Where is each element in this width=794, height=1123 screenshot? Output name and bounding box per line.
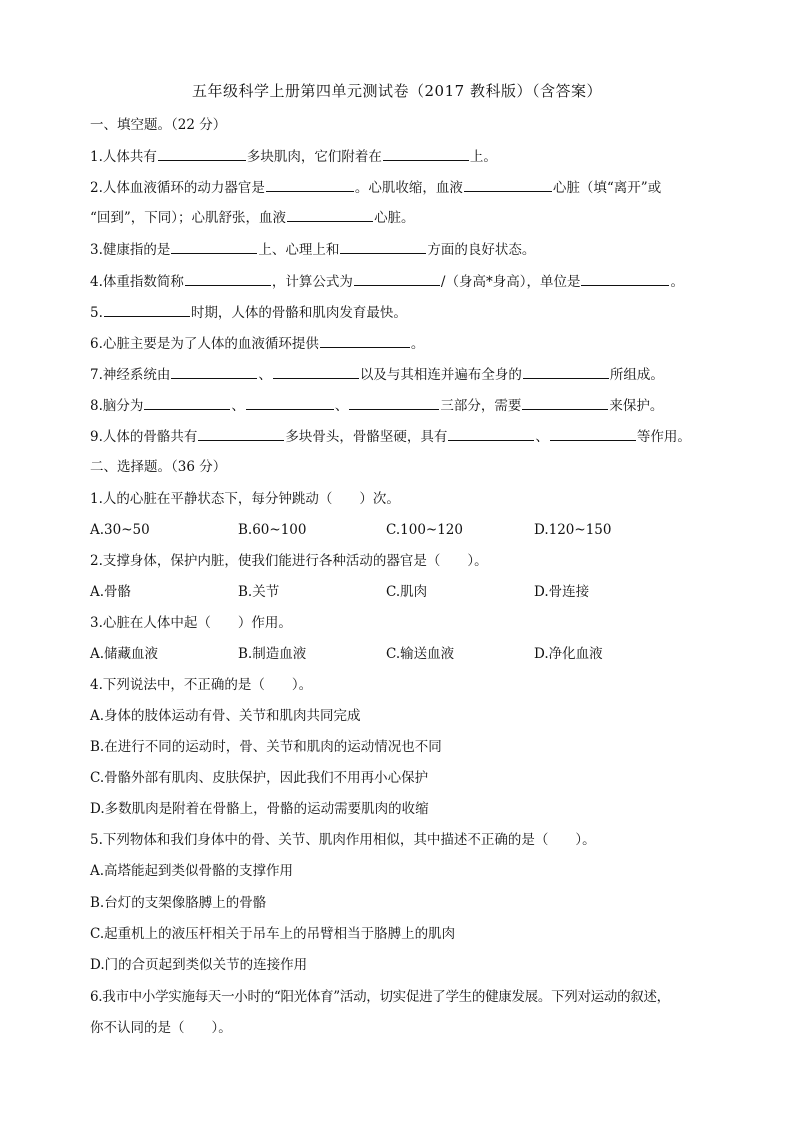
fill-question-2 [90,177,710,198]
q2-text-d: “回到”，下同）；心肌舒张，血液 [90,210,287,226]
q6-text-a: 6.心脏主要是为了人体的血液循环提供 [90,336,319,352]
option-d[interactable]: D.净化血液 [534,646,603,662]
choice-question-6-stem: 6.我市中小学实施每天一小时的“阳光体育”活动，切实促进了学生的健康发展。下列对运动的叙述， [90,989,670,1005]
choice-question-2-options [90,582,710,602]
q9-text-a: 9.人体的骨骼共有 [90,429,198,445]
option-c[interactable]: C.100~120 [386,522,463,538]
option-b[interactable]: B.60~100 [238,522,307,538]
q1-text-b: 多块肌肉，它们附着在 [246,149,382,165]
answer-blank[interactable] [349,395,439,410]
answer-blank[interactable] [464,177,552,192]
q4-text-b: ，计算公式为 [271,274,353,290]
option-b[interactable]: B.台灯的支架像胳膊上的骨骼 [90,895,267,911]
answer-blank[interactable] [273,364,359,379]
q4-text-c: /（身高*身高），单位是 [440,274,581,290]
option-b[interactable]: B.关节 [238,584,280,600]
answer-blank[interactable] [287,207,373,222]
q1-text-a: 1.人体共有 [90,149,157,165]
answer-blank[interactable] [522,395,608,410]
choice-question-3-options [90,644,710,664]
choice-question-5-stem: 5.下列物体和我们身体中的骨、关节、肌肉作用相似，其中描述不正确的是（ ）。 [90,832,596,848]
fill-question-4 [90,271,710,292]
choice-question-2-stem: 2.支撑身体，保护内脏，使我们能进行各种活动的器官是（ ）。 [90,553,488,569]
q7-text-d: 所组成。 [609,367,664,383]
option-a[interactable]: A.高塔能起到类似骨骼的支撑作用 [90,863,294,879]
option-b[interactable]: B.制造血液 [238,646,307,662]
fill-question-2-cont [90,207,710,228]
answer-blank[interactable] [185,271,271,286]
q4-text-d: 。 [670,274,684,290]
q6-text-b: 。 [410,336,425,352]
q8-text-d: 三部分，需要 [440,398,522,414]
answer-blank[interactable] [550,426,636,441]
choice-question-6-stem-cont: 你不认同的是（ ）。 [90,1020,232,1036]
q9-text-d: 等作用。 [636,429,691,445]
q2-text-a: 2.人体血液循环的动力器官是 [90,180,265,196]
option-a[interactable]: A.骨骼 [90,584,132,600]
choice-question-4-stem: 4.下列说法中，不正确的是（ ）。 [90,677,313,693]
option-c[interactable]: C.输送血液 [386,646,455,662]
option-a[interactable]: A.身体的肢体运动有骨、关节和肌肉共同完成 [90,708,361,724]
choice-question-1-options [90,520,710,540]
option-b[interactable]: B.在进行不同的运动时，骨、关节和肌肉的运动情况也不同 [90,739,442,755]
q8-text-e: 来保护。 [609,398,664,414]
answer-blank[interactable] [383,146,469,161]
option-d[interactable]: D.骨连接 [534,584,590,600]
fill-question-1 [90,146,710,167]
q9-text-b: 多块骨头，骨骼坚硬，具有 [285,429,448,445]
q5-text-b: 时期，人体的骨骼和肌肉发育最快。 [190,305,407,321]
q7-text-b: 、 [258,367,272,383]
q2-text-e: 心脏。 [374,210,415,226]
answer-blank[interactable] [523,364,609,379]
answer-blank[interactable] [581,271,669,286]
q8-text-c: 、 [334,398,349,414]
q7-text-c: 以及与其相连并遍布全身的 [359,367,522,383]
fill-question-9 [90,426,710,447]
answer-blank[interactable] [246,395,334,410]
q3-text-c: 方面的良好状态。 [427,242,536,258]
answer-blank[interactable] [171,239,257,254]
answer-blank[interactable] [171,364,257,379]
answer-blank[interactable] [104,302,190,317]
q3-text-a: 3.健康指的是 [90,242,171,258]
option-a[interactable]: A.储藏血液 [90,646,159,662]
answer-blank[interactable] [320,333,410,348]
q2-text-b: 。心肌收缩，血液 [354,180,463,196]
answer-blank[interactable] [354,271,440,286]
q8-text-b: 、 [231,398,245,414]
option-d[interactable]: D.门的合页起到类似关节的连接作用 [90,957,308,973]
fill-question-5 [90,302,710,323]
answer-blank[interactable] [144,395,230,410]
option-d[interactable]: D.多数肌肉是附着在骨骼上，骨骼的运动需要肌肉的收缩 [90,801,429,817]
fill-question-8 [90,395,710,416]
q7-text-a: 7.神经系统由 [90,367,171,383]
answer-blank[interactable] [340,239,426,254]
choice-question-1-stem: 1.人的心脏在平静状态下，每分钟跳动（ ）次。 [90,491,400,507]
q3-text-b: 上、心理上和 [258,242,340,258]
page-title: 五年级科学上册第四单元测试卷（2017 教科版）（含答案） [192,82,602,100]
fill-question-6 [90,333,710,354]
section2-heading: 二、选择题。（36 分） [90,459,227,475]
section1-heading: 一、填空题。（22 分） [90,117,227,133]
q2-text-c: 心脏（填“离开”或 [552,180,662,196]
q9-text-c: 、 [535,429,549,445]
q8-text-a: 8.脑分为 [90,398,144,414]
q1-text-c: 上。 [469,149,497,165]
answer-blank[interactable] [266,177,354,192]
fill-question-7 [90,364,710,385]
answer-blank[interactable] [448,426,534,441]
answer-blank[interactable] [158,146,246,161]
q4-text-a: 4.体重指数简称 [90,274,184,290]
fill-question-3 [90,239,710,260]
option-c[interactable]: C.起重机上的液压杆相关于吊车上的吊臂相当于胳膊上的肌肉 [90,926,456,942]
option-d[interactable]: D.120~150 [534,522,612,538]
option-c[interactable]: C.肌肉 [386,584,428,600]
q5-text-a: 5. [90,305,103,321]
option-a[interactable]: A.30~50 [90,522,150,538]
answer-blank[interactable] [198,426,284,441]
choice-question-3-stem: 3.心脏在人体中起（ ）作用。 [90,615,292,631]
option-c[interactable]: C.骨骼外部有肌肉、皮肤保护，因此我们不用再小心保护 [90,770,429,786]
